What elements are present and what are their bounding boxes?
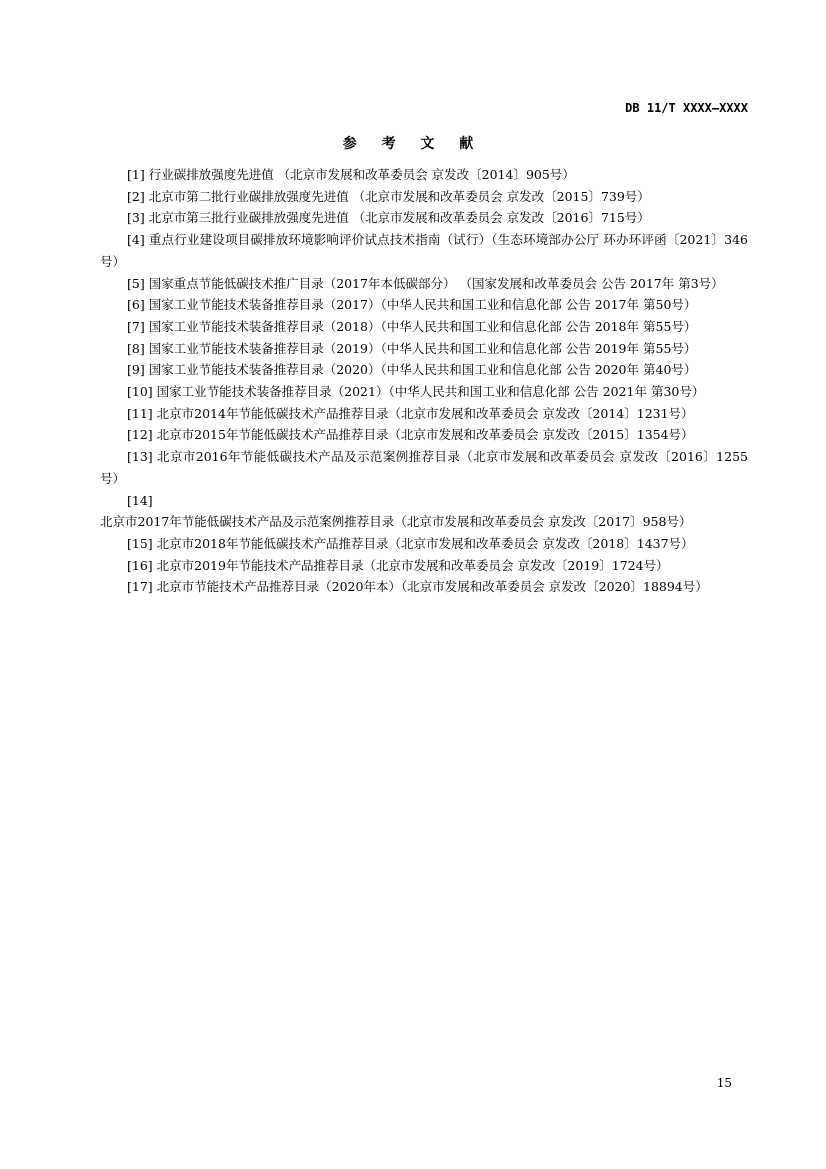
reference-item — [100, 164, 748, 186]
reference-item — [100, 316, 748, 338]
reference-item — [100, 446, 748, 489]
reference-item — [100, 273, 748, 295]
reference-text: 国家工业节能技术装备推荐目录（2020）（中华人民共和国工业和信息化部 公告 2020年 第40号） — [144, 362, 697, 378]
reference-text: 国家工业节能技术装备推荐目录（2019）（中华人民共和国工业和信息化部 公告 2019年 第55号） — [144, 340, 697, 356]
reference-number: [10] — [127, 384, 153, 400]
reference-item — [100, 533, 748, 555]
reference-item — [100, 403, 748, 425]
reference-number: [2] — [127, 188, 145, 204]
reference-text: 行业碳排放强度先进值 （北京市发展和改革委员会 京发改〔2014〕905号） — [144, 167, 575, 182]
reference-item — [100, 229, 748, 272]
reference-text: 北京市2019年节能技术产品推荐目录（北京市发展和改革委员会 京发改〔2019〕1724号） — [152, 557, 669, 573]
reference-text: 北京市2014年节能低碳技术产品推荐目录（北京市发展和改革委员会 京发改〔2014〕1231号） — [152, 405, 694, 421]
reference-number: [13] — [127, 449, 153, 465]
reference-list — [100, 164, 748, 598]
reference-number: [12] — [127, 427, 153, 443]
reference-number: [7] — [127, 318, 145, 334]
reference-item — [100, 207, 748, 229]
reference-text: 北京市2016年节能低碳技术产品及示范案例推荐目录（北京市发展和改革委员会 京发改〔2016〕1255号） — [100, 449, 748, 486]
reference-number: [9] — [127, 362, 145, 378]
reference-item — [100, 381, 748, 403]
reference-text: 重点行业建设项目碳排放环境影响评价试点技术指南（试行）（生态环境部办公厅 环办环评函〔2021〕346号） — [100, 232, 748, 269]
reference-item — [100, 424, 748, 446]
reference-number: [14] — [127, 492, 153, 508]
reference-item — [100, 576, 748, 598]
reference-text: 国家重点节能低碳技术推广目录（2017年本低碳部分） （国家发展和改革委员会 公告 2017年 第3号） — [144, 275, 724, 291]
reference-number: [1] — [127, 167, 145, 182]
reference-text: 北京市2015年节能低碳技术产品推荐目录（北京市发展和改革委员会 京发改〔2015〕1354号） — [152, 427, 694, 443]
reference-number: [11] — [127, 405, 153, 421]
reference-text: 国家工业节能技术装备推荐目录（2021）（中华人民共和国工业和信息化部 公告 2021年 第30号） — [152, 384, 705, 400]
reference-item — [100, 359, 748, 381]
reference-item — [100, 338, 748, 360]
reference-number: [6] — [127, 297, 145, 313]
page-number: 15 — [716, 1076, 732, 1090]
reference-text: 北京市节能技术产品推荐目录（2020年本）（北京市发展和改革委员会 京发改〔2020〕18894号） — [152, 579, 708, 595]
reference-number: [4] — [127, 232, 145, 248]
reference-item — [100, 490, 748, 533]
reference-number: [8] — [127, 340, 145, 356]
reference-number: [3] — [127, 210, 145, 226]
reference-number: [5] — [127, 275, 145, 291]
standard-code: DB 11/T XXXX—XXXX — [625, 101, 748, 115]
reference-text: 北京市2018年节能低碳技术产品推荐目录（北京市发展和改革委员会 京发改〔2018〕1437号） — [152, 535, 694, 551]
reference-number: [17] — [127, 579, 153, 595]
section-title: 参 考 文 献 — [342, 136, 484, 152]
reference-text: 国家工业节能技术装备推荐目录（2018）（中华人民共和国工业和信息化部 公告 2018年 第55号） — [144, 318, 697, 334]
reference-number: [15] — [127, 535, 153, 551]
reference-item — [100, 294, 748, 316]
reference-item — [100, 186, 748, 208]
reference-text: 国家工业节能技术装备推荐目录（2017）（中华人民共和国工业和信息化部 公告 2017年 第50号） — [144, 297, 697, 313]
reference-text: 北京市第二批行业碳排放强度先进值 （北京市发展和改革委员会 京发改〔2015〕739号） — [144, 188, 650, 204]
reference-item — [100, 555, 748, 577]
reference-text: 北京市第三批行业碳排放强度先进值 （北京市发展和改革委员会 京发改〔2016〕715号） — [144, 210, 650, 226]
reference-text: 北京市2017年节能低碳技术产品及示范案例推荐目录（北京市发展和改革委员会 京发改〔2017〕958号） — [100, 514, 692, 530]
reference-number: [16] — [127, 557, 153, 573]
